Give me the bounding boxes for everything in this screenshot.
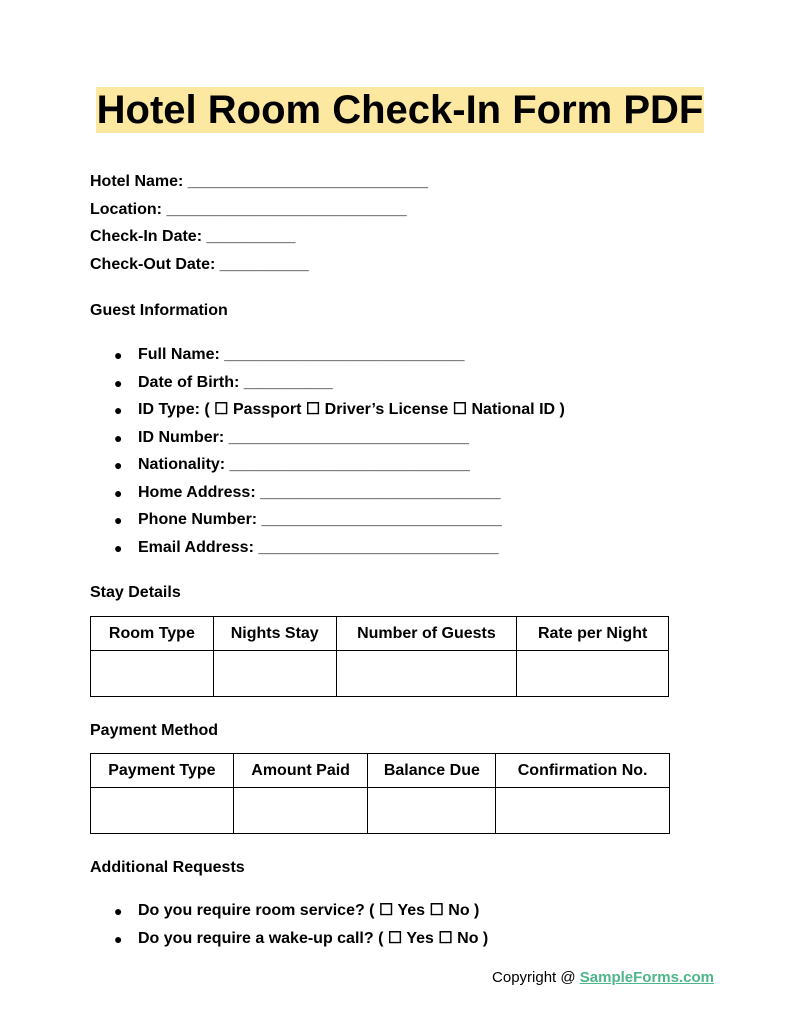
home-address-field: Home Address: ___________________________ (138, 483, 501, 501)
table-cell[interactable] (91, 651, 214, 697)
list-item (90, 929, 488, 957)
bullet-icon: ● (114, 930, 123, 947)
copyright-text: Copyright @ (492, 969, 580, 986)
check-in-date-field: Check-In Date: __________ (90, 228, 296, 245)
copyright-footer (492, 968, 714, 988)
bullet-icon: ● (114, 512, 123, 528)
list-item (90, 373, 565, 401)
table-cell[interactable] (496, 788, 670, 834)
additional-requests-list (90, 901, 488, 956)
table-header-cell: Number of Guests (336, 617, 517, 651)
table-header-row (91, 617, 669, 651)
bullet-icon: ● (114, 484, 123, 501)
bullet-icon: ● (114, 539, 123, 556)
full-name-field: Full Name: ___________________________ (138, 346, 465, 363)
bullet-icon: ● (114, 402, 123, 418)
additional-requests-heading: Additional Requests (90, 859, 245, 876)
table-cell[interactable] (233, 788, 368, 834)
list-item (90, 901, 488, 929)
stay-details-heading: Stay Details (90, 584, 181, 601)
table-header-cell: Amount Paid (233, 754, 368, 788)
sampleforms-link[interactable]: SampleForms.com (579, 969, 714, 986)
table-header-cell: Nights Stay (213, 617, 336, 651)
guest-information-heading: Guest Information (90, 302, 228, 319)
phone-number-field: Phone Number: ___________________________ (138, 511, 502, 528)
bullet-icon: ● (114, 374, 123, 391)
guest-information-list (90, 345, 565, 565)
nationality-field: Nationality: ___________________________ (138, 456, 470, 473)
check-out-date-field: Check-Out Date: __________ (90, 256, 309, 273)
table-cell[interactable] (91, 788, 234, 834)
table-header-cell: Payment Type (91, 754, 234, 788)
table-header-row (91, 754, 670, 788)
list-item (90, 345, 565, 373)
email-address-field: Email Address: ___________________________ (138, 538, 499, 556)
bullet-icon: ● (114, 347, 123, 363)
table-header-cell: Confirmation No. (496, 754, 670, 788)
table-header-cell: Rate per Night (517, 617, 669, 651)
id-number-field: ID Number: ___________________________ (138, 428, 469, 446)
wake-up-call-question: Do you require a wake-up call? ( ☐ Yes ☐ No ) (138, 929, 489, 947)
table-cell[interactable] (336, 651, 517, 697)
table-row (91, 651, 669, 697)
table-cell[interactable] (213, 651, 336, 697)
list-item (90, 400, 565, 428)
bullet-icon: ● (114, 903, 123, 919)
table-row (91, 788, 670, 834)
table-header-cell: Balance Due (368, 754, 496, 788)
payment-method-table (90, 753, 670, 834)
payment-method-heading: Payment Method (90, 722, 219, 739)
bullet-icon: ● (114, 457, 123, 473)
list-item (90, 538, 565, 566)
stay-details-table (90, 616, 669, 697)
location-field: Location: ___________________________ (90, 201, 407, 218)
date-of-birth-field: Date of Birth: __________ (138, 373, 333, 391)
table-cell[interactable] (517, 651, 669, 697)
hotel-name-field: Hotel Name: ___________________________ (90, 173, 429, 190)
list-item (90, 483, 565, 511)
room-service-question: Do you require room service? ( ☐ Yes ☐ No ) (138, 902, 480, 919)
title-wrapper (0, 87, 800, 133)
page-title: Hotel Room Check-In Form PDF (96, 88, 704, 132)
bullet-icon: ● (114, 429, 123, 446)
list-item (90, 428, 565, 456)
table-header-cell: Room Type (91, 617, 214, 651)
list-item (90, 510, 565, 538)
id-type-field: ID Type: ( ☐ Passport ☐ Driver’s License ☐ National ID ) (138, 401, 565, 418)
list-item (90, 455, 565, 483)
table-cell[interactable] (368, 788, 496, 834)
